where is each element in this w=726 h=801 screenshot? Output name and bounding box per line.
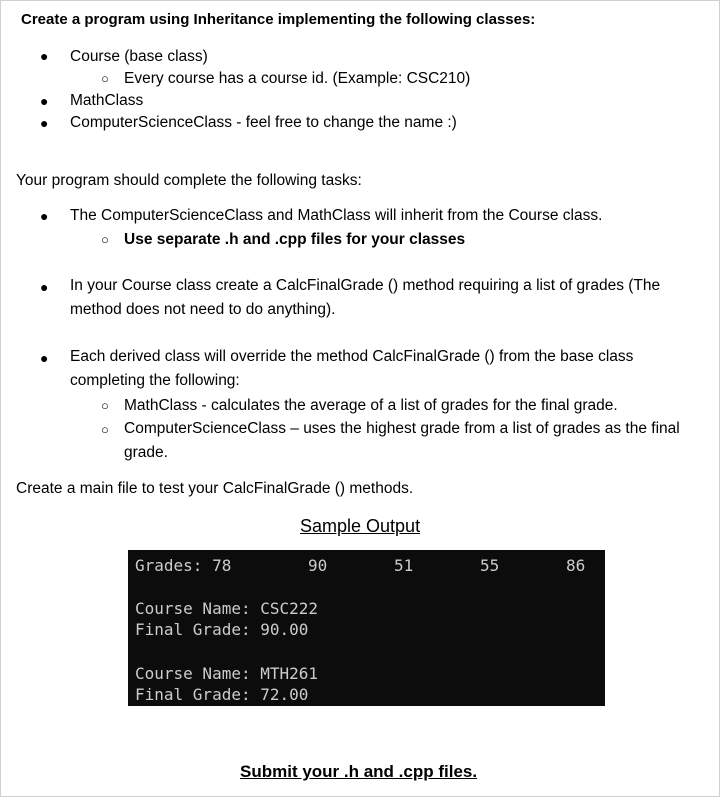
course-name-line: Course Name: MTH261 <box>135 664 319 683</box>
task-override: Each derived class will override the method CalcFinalGrade () from the base class completing the following: <box>70 348 634 389</box>
sub-bullet-icon: ○ <box>101 422 109 437</box>
sub-bullet-icon: ○ <box>101 398 109 413</box>
submit-instruction: Submit your .h and .cpp files. <box>240 762 478 781</box>
task-override-cs: ComputerScienceClass – uses the highest grade from a list of grades as the final grade. <box>124 420 680 461</box>
grades-label: Grades: 78 <box>135 556 232 575</box>
tasks-intro: Your program should complete the following tasks: <box>16 172 362 189</box>
bullet-icon: ● <box>40 93 49 109</box>
sub-bullet-icon: ○ <box>101 71 109 86</box>
assignment-title: Create a program using Inheritance implementing the following classes: <box>21 11 536 28</box>
console-output <box>128 550 605 706</box>
task-override-math: MathClass - calculates the average of a list of grades for the final grade. <box>124 397 618 414</box>
main-file-instruction: Create a main file to test your CalcFinalGrade () methods. <box>16 480 414 497</box>
course-name-line: Course Name: CSC222 <box>135 599 319 618</box>
final-grade-line: Final Grade: 72.00 <box>135 685 309 704</box>
bullet-icon: ● <box>40 279 49 295</box>
bullet-icon: ● <box>40 208 49 224</box>
grade-value: 90 <box>308 556 328 575</box>
grade-value: 86 <box>566 556 586 575</box>
sub-bullet-icon: ○ <box>101 232 109 247</box>
bullet-icon: ● <box>40 350 49 366</box>
class-item-math: MathClass <box>70 92 144 109</box>
class-item-course: Course (base class) <box>70 48 208 65</box>
task-inherit-sub: Use separate .h and .cpp files for your classes <box>124 231 466 248</box>
bullet-icon: ● <box>40 48 49 64</box>
task-inherit: The ComputerScienceClass and MathClass will inherit from the Course class. <box>70 207 603 224</box>
grade-value: 51 <box>394 556 414 575</box>
bullet-icon: ● <box>40 115 49 131</box>
class-item-course-sub: Every course has a course id. (Example: CSC210) <box>124 70 471 87</box>
final-grade-line: Final Grade: 90.00 <box>135 620 309 639</box>
grade-value: 55 <box>480 556 500 575</box>
sample-output-heading: Sample Output <box>300 516 421 536</box>
class-item-cs: ComputerScienceClass - feel free to change the name :) <box>70 114 457 131</box>
task-calc: In your Course class create a CalcFinalGrade () method requiring a list of grades (The method does not need to do anything). <box>70 277 661 318</box>
